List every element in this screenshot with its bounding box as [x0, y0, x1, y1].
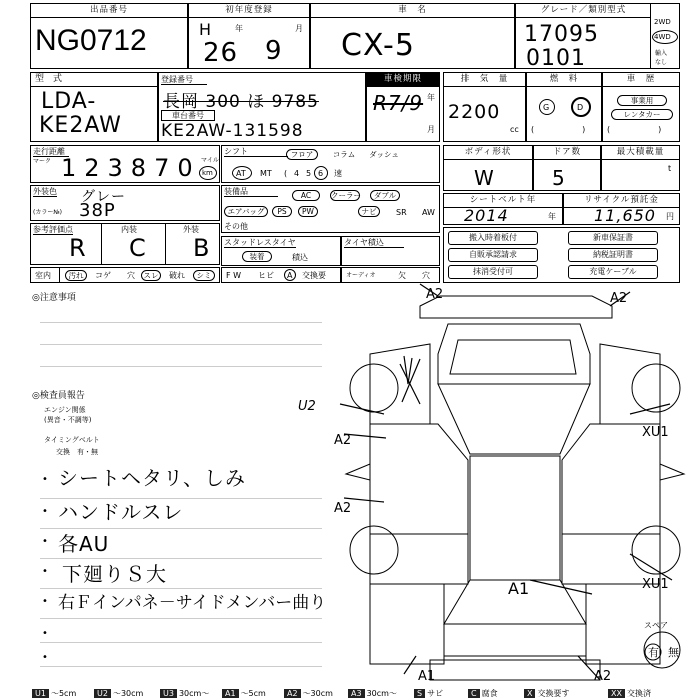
int-burn: コゲ: [95, 271, 111, 280]
legend-s: S サビ: [414, 688, 443, 700]
seatbelt-label: シートベルト年: [444, 194, 562, 208]
inspector-label: ◎検査員報告: [32, 391, 85, 401]
legend-xx: XX 交換済: [608, 688, 651, 700]
report-line-4: 下廻りＳ大: [62, 562, 167, 586]
mark-a2-left-rear: A2: [334, 501, 352, 516]
drive-2wd: 2WD: [654, 18, 671, 26]
mileage-unit-mile: マイル: [201, 157, 219, 164]
mark-a1-rear: A1: [508, 579, 530, 598]
shift-at: AT: [236, 169, 246, 178]
legend-a2: A2 ～30cm: [284, 688, 333, 700]
interior-row: [30, 267, 220, 283]
registration-box: [158, 72, 366, 142]
mark-xu1-right-rear: XU1: [642, 577, 669, 592]
score-interior-label: 内装: [121, 225, 137, 234]
equip-double: ダブル: [370, 190, 400, 201]
shift-speed: 速: [334, 169, 342, 178]
fw-crack: ヒビ: [258, 271, 274, 280]
model-box: [310, 3, 515, 69]
inspection-month-suffix: 月: [427, 125, 435, 134]
lot-number-box: [30, 3, 188, 69]
equip-aw: AW: [422, 208, 435, 217]
displacement-value: 2200: [448, 101, 501, 123]
shift-gear-4: 4: [294, 169, 300, 178]
registration-label: 登録番号: [161, 75, 207, 85]
first-registration-label: 初年度登録: [189, 4, 309, 18]
grade-label: グレード／類別型式: [516, 4, 651, 18]
studless-fitted: 装着: [242, 251, 272, 262]
studless-loaded: 積込: [292, 253, 308, 262]
legend-a3: A3 30cm～: [348, 688, 397, 700]
notes-label: ◎注意事項: [32, 293, 76, 303]
audio-missing: 欠: [398, 271, 406, 280]
mileage-mark: マーク: [33, 158, 52, 165]
mileage-unit-km: km: [202, 169, 213, 177]
doors-box: [533, 145, 601, 191]
fuel-g: G: [543, 103, 550, 112]
recycle-box: [563, 193, 680, 225]
seatbelt-value: 2014: [464, 206, 509, 225]
inspection-year-suffix: 年: [427, 93, 435, 102]
fw-a: A: [287, 271, 293, 280]
score-box: [30, 223, 220, 265]
int-stain: シミ: [193, 270, 215, 281]
tire-load-box: [341, 236, 440, 266]
mark-a1-rear-left: A1: [418, 669, 436, 684]
tire-load-label: タイヤ積込: [344, 238, 404, 248]
inspector-engine2: (異音・不調等): [44, 416, 92, 424]
drive-column: [650, 4, 679, 68]
month-suffix: 月: [295, 24, 303, 33]
lot-number: NG0712: [35, 24, 147, 57]
color-code-label: (カラー№): [33, 209, 62, 216]
fuel-box: 燃 料 G D ( ): [526, 72, 602, 142]
mileage-box: [30, 145, 220, 183]
shift-floor: フロア: [286, 149, 318, 160]
mileage-value: 123870: [61, 154, 201, 182]
seatbelt-box: [443, 193, 563, 225]
katashiki-box: [30, 72, 158, 142]
color-box: [30, 185, 220, 221]
doc-cable: 充電ケーブル: [568, 265, 658, 279]
katashiki-value-1: LDA-: [41, 89, 97, 114]
fw-replace: 交換要: [302, 271, 326, 280]
studless-label: スタッドレスタイヤ: [224, 238, 296, 247]
displacement-unit: cc: [510, 125, 519, 134]
seatbelt-suffix: 年: [548, 212, 556, 221]
mark-a2-left-door: A2: [334, 433, 352, 448]
spare-no: 無: [668, 646, 679, 659]
score-exterior: B: [193, 234, 211, 262]
usage-rental: レンタカー: [611, 109, 673, 120]
capacity-unit: t: [668, 164, 672, 173]
equip-airbag: エアバッグ: [224, 206, 268, 217]
lot-number-label: 出品番号: [31, 4, 187, 18]
score-value: R: [69, 234, 87, 262]
registration-number: 長岡 300 ほ 9785: [163, 92, 319, 112]
mark-a2-rear-right: A2: [594, 669, 612, 684]
doc-self-sale: 自販承認請求: [448, 248, 538, 262]
doors-value: 5: [552, 166, 566, 190]
first-registration-era: H: [199, 20, 213, 39]
chassis-label: 車台番号: [161, 110, 215, 121]
equip-navi: ナビ: [358, 206, 380, 217]
first-registration-year: 26: [203, 38, 239, 68]
fw-row-label: F W: [226, 271, 242, 280]
inspection-label: 車検期限: [367, 73, 439, 87]
inspection-box: [366, 72, 440, 142]
spare-label: スペア: [644, 621, 668, 630]
legend-u3: U3 30cm～: [160, 688, 209, 700]
int-hole: 穴: [127, 271, 135, 280]
capacity-box: [601, 145, 680, 191]
drive-4wd-circle: [652, 30, 678, 44]
int-tear: 破れ: [169, 271, 185, 280]
displacement-box: [443, 72, 526, 142]
audio-row: [341, 267, 440, 283]
doors-label: ドア数: [534, 146, 600, 160]
shift-gear-6: 6: [318, 169, 324, 178]
inspector-engine: エンジン関係: [44, 406, 86, 414]
equip-sr: SR: [396, 208, 407, 217]
equip-cooler: クーラー: [331, 191, 361, 200]
body-type-value: W: [474, 166, 495, 190]
legend-x: X 交換要す: [524, 688, 569, 700]
equipment-box: [221, 185, 440, 233]
mileage-label: 走行距離: [33, 147, 69, 157]
shift-box: シフト フロア コラム ダッシュ AT MT ( 4 5 6 速: [221, 145, 440, 183]
first-registration-month: 9: [265, 36, 283, 66]
fuel-label: 燃 料: [527, 73, 601, 87]
shift-dash: ダッシュ: [369, 150, 399, 159]
grade-value-2: 0101: [526, 46, 586, 71]
inspector-timing: タイミングベルト: [44, 436, 100, 444]
usage-label: 車 歴: [603, 73, 679, 87]
score-label: 参考評価点: [33, 225, 73, 234]
equip-pw: PW: [298, 206, 318, 217]
report-line-5: 右Ｆインパネ－サイドメンバー曲り: [58, 593, 327, 613]
recycle-label: リサイクル預託金: [564, 194, 679, 208]
fuel-d: D: [577, 103, 584, 112]
doc-carry-in: 搬入時着板付: [448, 231, 538, 245]
model-label: 車 名: [311, 4, 514, 18]
usage-box: 車 歴 事業用 レンタカー ( ): [602, 72, 680, 142]
car-diagram: [298, 284, 700, 686]
doc-tax: 納税証明書: [568, 248, 658, 262]
mark-a2-front-right: A2: [610, 291, 628, 306]
inspection-value: R7/9: [373, 91, 424, 115]
legend-u1: U1 ～5cm: [32, 688, 76, 700]
report-line-3: 各AU: [58, 532, 110, 556]
equip-ps: PS: [272, 206, 292, 217]
legend-c: C 腐食: [468, 688, 498, 700]
doc-warranty: 新車保証書: [568, 231, 658, 245]
fw-row: [221, 267, 341, 283]
color-value: グレー: [81, 189, 126, 205]
report-line-2: ハンドルスレ: [58, 500, 184, 524]
shift-column: コラム: [332, 150, 356, 159]
chassis-number: KE2AW-131598: [161, 121, 304, 141]
score-interior: C: [129, 234, 147, 262]
shift-label: シフト: [224, 147, 288, 157]
displacement-label: 排 気 量: [444, 73, 525, 87]
first-registration-box: [188, 3, 310, 69]
katashiki-value-2: KE2AW: [39, 113, 122, 138]
doc-deregister: 抹消受付可: [448, 265, 538, 279]
report-line-1: シートヘタリ、しみ: [58, 466, 246, 490]
score-exterior-label: 外装: [183, 225, 199, 234]
mark-a2-front-left: A2: [426, 287, 444, 302]
drive-4wd: 4WD: [654, 33, 671, 41]
legend-u2: U2 ～30cm: [94, 688, 143, 700]
mark-xu1-right-front: XU1: [642, 425, 669, 440]
usage-commercial: 事業用: [617, 95, 667, 106]
shift-gear-5: 5: [306, 169, 312, 178]
recycle-value: 11,650: [594, 206, 656, 225]
color-label: 外装色: [33, 187, 57, 196]
body-type-label: ボディ形状: [444, 146, 532, 160]
mark-u2-fender: U2: [298, 399, 316, 414]
year-suffix: 年: [235, 24, 243, 33]
equip-ac: AC: [292, 190, 320, 201]
docs-box: [443, 227, 680, 283]
model-name: CX-5: [341, 28, 415, 63]
int-dirt: 汚れ: [65, 270, 87, 281]
recycle-suffix: 円: [666, 212, 674, 221]
spare-yes: 有: [648, 646, 659, 659]
interior-row-label: 室内: [35, 271, 51, 280]
int-scuff: スレ: [141, 270, 161, 281]
capacity-label: 最大積載量: [602, 146, 679, 160]
legend-a1: A1 ～5cm: [222, 688, 266, 700]
audio-hole: 穴: [422, 271, 430, 280]
grade-value-1: 17095: [524, 22, 599, 47]
equip-other: その他: [224, 222, 248, 231]
color-code: 38P: [79, 200, 116, 221]
audio-row-label: オーディオ: [346, 272, 376, 279]
body-type-box: [443, 145, 533, 191]
inspector-timing2: 交換 有・無: [56, 448, 98, 456]
studless-box: [221, 236, 341, 266]
grade-box: [515, 3, 680, 69]
equipment-label: 装備品: [224, 187, 278, 197]
shift-mt: MT: [260, 169, 272, 178]
katashiki-label: 型 式: [35, 74, 63, 84]
drive-import: 輸入 なし: [655, 50, 668, 66]
